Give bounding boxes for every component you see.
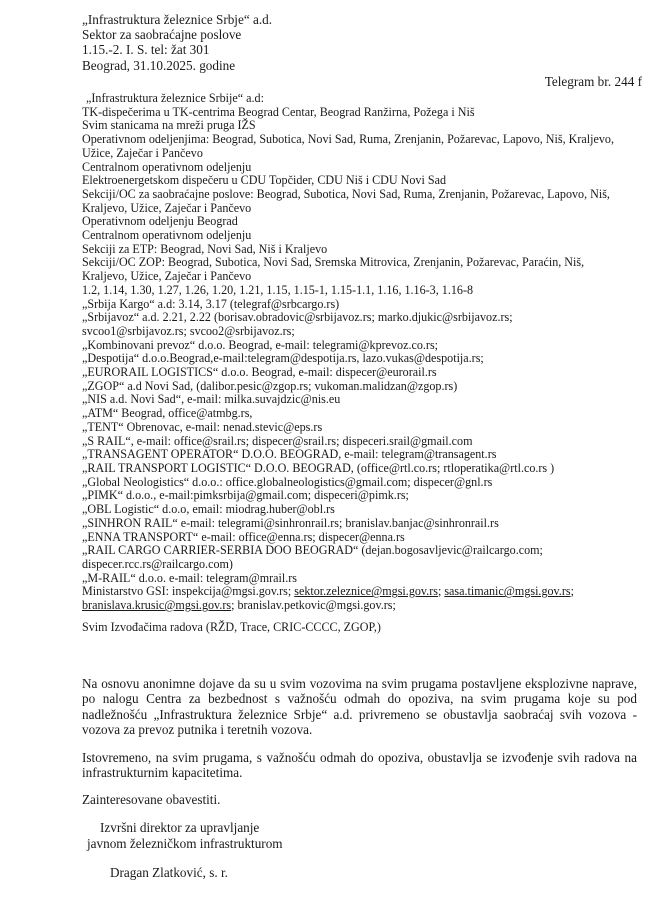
paragraph-works: Istovremeno, na svim prugama, s važnošću odmah do opoziva, obustavlja se izvođenje svih radova na infrastrukturnim kapacitetima. (82, 749, 637, 781)
recipient-line: Elektroenergetskom dispečeru u CDU Topčider, CDU Niš i CDU Novi Sad (82, 173, 447, 188)
sender-header (82, 12, 272, 73)
sender-sector: Sektor za saobraćajne poslove (82, 27, 242, 43)
recipient-line: Centralnom operativnom odeljenju (82, 159, 252, 174)
recipient-line: „Despotija“ d.o.o.Beograd,e-mail:telegram@despotija.rs, lazo.vukas@despotija.rs; (82, 351, 484, 366)
recipient-line: „SINHRON RAIL“ e-mail: telegrami@sinhronrail.rs; branislav.banjac@sinhronrail.rs (82, 515, 499, 530)
recipient-line: Kraljevo, Užice, Zaječar i Pančevo (82, 200, 252, 215)
recipient-line: „M-RAIL“ d.o.o. e-mail: telegram@mrail.rs (82, 570, 297, 585)
recipient-line: „NIS a.d. Novi Sad“, e-mail: milka.suvajdzic@nis.eu (82, 392, 341, 407)
recipient-line: Operativnom odeljenjima: Beograd, Subotica, Novi Sad, Ruma, Zrenjanin, Požarevac, Lapovo, Niš, Kraljevo, (82, 132, 614, 147)
recipient-line: „PIMK“ d.o.o., e-mail:pimksrbija@gmail.com; dispeceri@pimk.rs; (82, 488, 409, 503)
ministry-line (82, 599, 652, 613)
separator: ; (570, 584, 574, 599)
recipient-line: Užice, Zaječar i Pančevo (82, 145, 203, 160)
telegram-number: Telegram br. 244 f (544, 74, 642, 89)
recipient-line: „RAIL TRANSPORT LOGISTIC“ D.O.O. BEOGRAD, (office@rtl.co.rs; rtloperatika@rtl.co.rs ) (82, 460, 555, 475)
place-and-date: Beograd, 31.10.2025. godine (82, 57, 236, 73)
message-body (82, 676, 637, 820)
recipient-line: „EURORAIL LOGISTICS“ d.o.o. Beograd, e-mail: dispecer@eurorail.rs (82, 365, 437, 380)
recipient-line: „ENNA TRANSPORT“ e-mail: office@enna.rs; dispecer@enna.rs (82, 529, 405, 544)
signature-name: Dragan Zlatković, s. r. (110, 865, 228, 880)
ministry-email-link[interactable]: sasa.timanic@mgsi.gov.rs (444, 584, 571, 599)
recipient-line: „OBL Logistic“ d.o.o, email: miodrag.huber@obl.rs (82, 502, 335, 517)
recipient-line: svcoo1@srbijavoz.rs; svcoo2@srbijavoz.rs; (82, 323, 295, 338)
recipient-line: „Global Neologistics“ d.o.o.: office.globalneologistics@gmail.com; dispecer@gnl.rs (82, 474, 493, 489)
ministry-rest: ; branislav.petkovic@mgsi.gov.rs; (231, 598, 396, 613)
ministry-lead: Ministarstvo GSI: inspekcija@mgsi.gov.rs; (82, 584, 295, 599)
recipient-line: dispecer.rcc.rs@railcargo.com) (82, 556, 233, 571)
signature-title-1: Izvršni direktor za upravljanje (100, 820, 260, 835)
recipient-line: „TENT“ Obrenovac, e-mail: nenad.stevic@eps.rs (82, 419, 323, 434)
recipient-line: „ZGOP“ a.d Novi Sad, (dalibor.pesic@zgop.rs; vukoman.malidzan@zgop.rs) (82, 378, 458, 393)
recipient-line: „Infrastruktura železnice Srbije“ a.d: (86, 91, 264, 105)
recipient-line: Sekciji/OC za saobraćajne poslove: Beograd, Subotica, Novi Sad, Ruma, Zrenjanin, Požarevac, Lapovo, Niš, (82, 186, 610, 201)
recipient-line: Svim stanicama na mreži pruga IŽS (82, 118, 256, 133)
recipient-line: Operativnom odeljenju Beograd (82, 214, 238, 229)
sender-organization: „Infrastruktura železnice Srbje“ a.d. (82, 12, 273, 27)
recipient-line: „S RAIL“, e-mail: office@srail.rs; dispecer@srail.rs; dispeceri.srail@gmail.com (82, 433, 473, 448)
signature-title-2: javnom železničkom infrastrukturom (87, 836, 283, 851)
recipient-line: 1.2, 1.14, 1.30, 1.27, 1.26, 1.20, 1.21, 1.15, 1.15-1, 1.15-1.1, 1.16, 1.16-3, 1.16-8 (82, 282, 474, 297)
recipient-line: TK-dispečerima u TK-centrima Beograd Centar, Beograd Ranžirna, Požega i Niš (82, 104, 475, 119)
recipient-line: Kraljevo, Užice, Zaječar i Pančevo (82, 269, 252, 284)
recipient-line: „ATM“ Beograd, office@atmbg.rs, (82, 406, 253, 421)
reference-number: 1.15.-2. I. S. tel: žat 301 (82, 42, 210, 58)
recipient-line: Centralnom operativnom odeljenju (82, 228, 252, 243)
ministry-email-link[interactable]: branislava.krusic@mgsi.gov.rs (82, 598, 232, 613)
recipient-line: „Srbija Kargo“ a.d: 3.14, 3.17 (telegraf@srbcargo.rs) (82, 296, 340, 311)
ministry-email-link[interactable]: sektor.zeleznice@mgsi.gov.rs (294, 584, 438, 599)
recipients-list (82, 92, 652, 634)
recipient-line: Sekciji za ETP: Beograd, Novi Sad, Niš i Kraljevo (82, 241, 328, 256)
recipient-line: „TRANSAGENT OPERATOR“ D.O.O. BEOGRAD, e-mail: telegram@transagent.rs (82, 447, 497, 462)
recipient-line: „Srbijavoz“ a.d. 2.21, 2.22 (borisav.obradovic@srbijavoz.rs; marko.djukic@srbijavoz.rs; (82, 310, 513, 325)
recipient-line: „Kombinovani prevoz“ d.o.o. Beograd, e-mail: telegrami@kprevoz.co.rs; (82, 337, 439, 352)
ministry-line (82, 585, 652, 599)
paragraph-suspension: Na osnovu anonimne dojave da su u svim vozovima na svim prugama postavljene eksplozivne naprave, po nalogu Centra za bezbednost s važnošću odmah do opoziva, na svim prugama koje su pod nadležnošću „Infrastruktura železnice Srbje“ a.d. privremeno se obustavlja saobraćaj svih vozova - vozova za prevoz putnika i teretnih vozova. (82, 676, 637, 738)
paragraph-notify: Zainteresovane obavestiti. (82, 792, 221, 808)
separator: ; (437, 584, 445, 599)
contractors-line: Svim Izvođačima radova (RŽD, Trace, CRIC-CCCC, ZGOP,) (82, 619, 381, 634)
recipient-line: „RAIL CARGO CARRIER-SERBIA DOO BEOGRAD“ (dejan.bogosavljevic@railcargo.com; (82, 543, 543, 558)
recipient-line: Sekciji/OC ZOP: Beograd, Subotica, Novi Sad, Sremska Mitrovica, Zrenjanin, Požarevac, Paraćin, Niš, (82, 255, 585, 270)
